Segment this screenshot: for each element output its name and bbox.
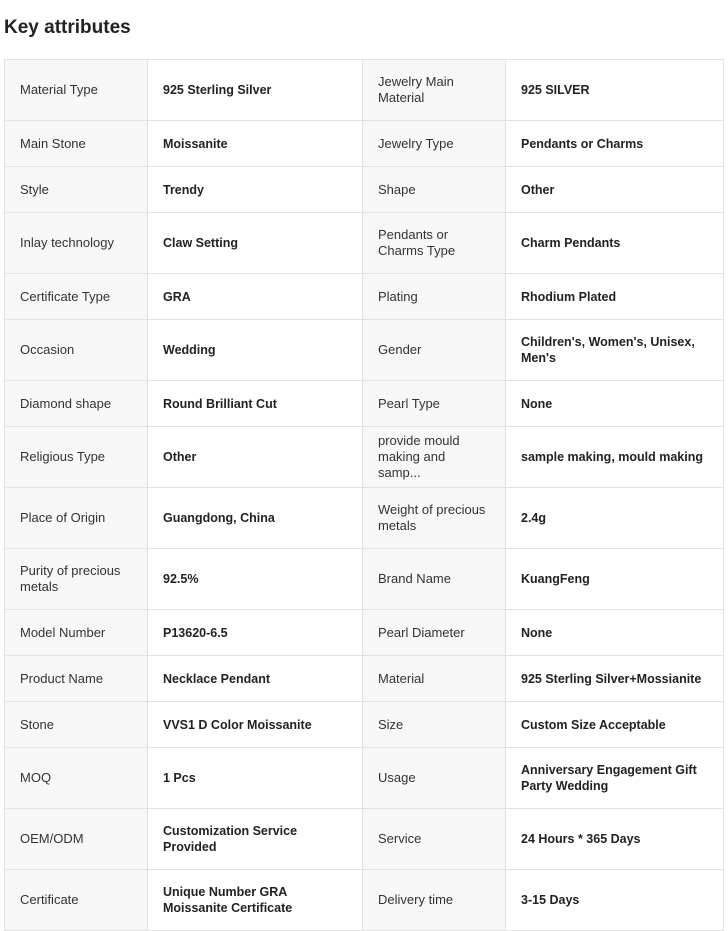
attribute-label: OEM/ODM [5,809,148,870]
table-row [5,702,724,748]
attribute-label: Jewelry Type [363,121,506,167]
table-row [5,60,724,121]
table-row [5,488,724,549]
attribute-value: Wedding [148,320,363,381]
table-row [5,427,724,488]
table-row [5,610,724,656]
attribute-label: Material Type [5,60,148,121]
attribute-label: MOQ [5,748,148,809]
attribute-value: Rhodium Plated [506,274,724,320]
attribute-value: KuangFeng [506,549,724,610]
section-title: Key attributes [4,17,131,38]
attribute-label: Shape [363,167,506,213]
attribute-value: Unique Number GRA Moissanite Certificate [148,870,363,931]
attribute-value: Claw Setting [148,213,363,274]
attribute-value: 3-15 Days [506,870,724,931]
table-row [5,121,724,167]
attribute-label: Gender [363,320,506,381]
attribute-label: Service [363,809,506,870]
attribute-value: Customization Service Provided [148,809,363,870]
attribute-value: VVS1 D Color Moissanite [148,702,363,748]
attribute-value: P13620-6.5 [148,610,363,656]
attribute-value: Other [506,167,724,213]
attribute-label: Usage [363,748,506,809]
attribute-label: Pendants or Charms Type [363,213,506,274]
table-row [5,870,724,931]
attribute-value: None [506,381,724,427]
attribute-label: Model Number [5,610,148,656]
attribute-label: Delivery time [363,870,506,931]
attribute-value: 925 Sterling Silver+Mossianite [506,656,724,702]
attribute-label: Product Name [5,656,148,702]
attribute-value: None [506,610,724,656]
table-row [5,656,724,702]
table-row [5,213,724,274]
attribute-value: Trendy [148,167,363,213]
attribute-value: sample making, mould making [506,427,724,488]
attribute-label: Religious Type [5,427,148,488]
attribute-value: Pendants or Charms [506,121,724,167]
attribute-value: Other [148,427,363,488]
attributes-table-body [5,60,724,931]
attribute-value: Children's, Women's, Unisex, Men's [506,320,724,381]
table-row [5,274,724,320]
table-row [5,748,724,809]
table-row [5,381,724,427]
table-row [5,320,724,381]
attribute-label: Plating [363,274,506,320]
attribute-value: Charm Pendants [506,213,724,274]
attribute-value: 925 SILVER [506,60,724,121]
attribute-value: Necklace Pendant [148,656,363,702]
attribute-label: Diamond shape [5,381,148,427]
attribute-label: Purity of precious metals [5,549,148,610]
attribute-value: GRA [148,274,363,320]
table-row [5,549,724,610]
table-row [5,809,724,870]
attribute-label: Occasion [5,320,148,381]
attribute-label: Inlay technology [5,213,148,274]
attribute-label: Certificate [5,870,148,931]
table-row [5,167,724,213]
attribute-value: Anniversary Engagement Gift Party Wedding [506,748,724,809]
attribute-value: 24 Hours * 365 Days [506,809,724,870]
attribute-value: Custom Size Acceptable [506,702,724,748]
attribute-value: 1 Pcs [148,748,363,809]
attribute-label: Material [363,656,506,702]
attribute-value: 2.4g [506,488,724,549]
attribute-label: Style [5,167,148,213]
attribute-value: Round Brilliant Cut [148,381,363,427]
attribute-label: Brand Name [363,549,506,610]
attribute-label: Jewelry Main Material [363,60,506,121]
attribute-value: Guangdong, China [148,488,363,549]
attribute-label: Weight of precious metals [363,488,506,549]
attribute-label: Place of Origin [5,488,148,549]
attribute-value: Moissanite [148,121,363,167]
attribute-label: Stone [5,702,148,748]
attribute-label: Pearl Diameter [363,610,506,656]
attribute-value: 925 Sterling Silver [148,60,363,121]
attribute-label: provide mould making and samp... [363,427,506,488]
attribute-value: 92.5% [148,549,363,610]
attributes-table [4,59,724,931]
attribute-label: Pearl Type [363,381,506,427]
attribute-label: Size [363,702,506,748]
attribute-label: Certificate Type [5,274,148,320]
attribute-label: Main Stone [5,121,148,167]
